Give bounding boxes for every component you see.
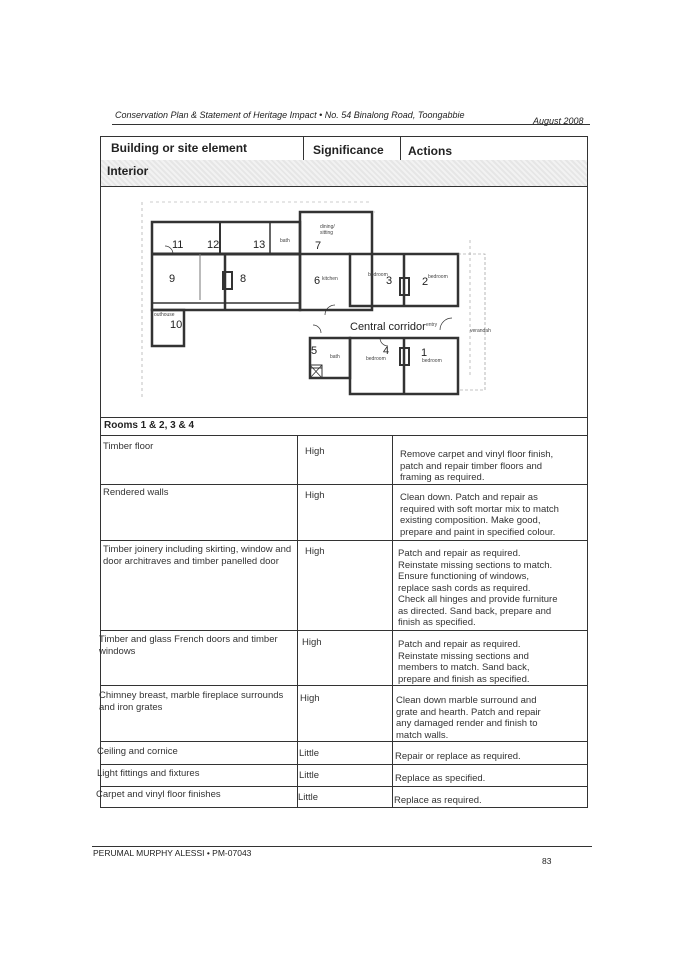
row-divider [101,685,587,686]
row-divider [101,630,587,631]
room-number: 9 [169,273,176,285]
footer-firm: PERUMAL MURPHY ALESSI • PM-07043 [93,848,252,858]
page-number: 83 [542,856,552,866]
element-cell: Timber floor [103,441,154,452]
element-cell: Chimney breast, marble fireplace surrounds and iron grates [99,690,284,713]
room-number: 10 [170,319,183,331]
room-label: entry [426,322,438,328]
actions-cell: Patch and repair as required. Reinstate missing sections to match. Ensure functioning of windows, replace sash cords as required. Check all hinges and provide furniture as directed. Sand back, prepare and finish as specified. [398,548,558,628]
room-label: dining/ [320,224,335,230]
document-header-title: Conservation Plan & Statement of Heritage Impact • No. 54 Binalong Road, Toongabbie [115,110,465,120]
significance-cell: Little [298,792,319,803]
actions-cell: Replace as specified. [395,773,486,784]
room-number: 1 [421,347,428,359]
actions-cell: Patch and repair as required. Reinstate missing sections and members to match. Sand back, prepare and finish as specified. [398,639,530,685]
significance-cell: High [305,446,325,457]
col-header-significance: Significance [313,143,384,157]
footer-rule [92,846,592,847]
element-cell: Carpet and vinyl floor finishes [96,789,221,800]
room-number: 13 [253,239,266,251]
row-divider [101,435,587,436]
room-number: 7 [315,240,322,252]
row-divider [101,764,587,765]
row-divider [101,186,587,187]
room-number: 2 [422,276,429,288]
row-divider [101,786,587,787]
col-divider [297,435,298,807]
col-divider [392,435,393,807]
room-label: bath [280,238,290,244]
actions-cell: Replace as required. [394,795,482,806]
section-band [101,160,587,186]
significance-cell: High [305,546,325,557]
element-cell: Rendered walls [103,487,169,498]
room-label: bedroom [366,356,386,362]
room-label: kitchen [322,276,338,282]
col-header-element: Building or site element [111,141,248,155]
room-label: verandah [470,328,491,334]
subsection-title: Rooms 1 & 2, 3 & 4 [104,420,195,431]
actions-cell: Clean down marble surround and grate and hearth. Patch and repair any damaged render and finish to match walls. [396,695,541,741]
room-number: 11 [172,239,184,251]
room-number: 6 [314,275,321,287]
element-cell: Timber and glass French doors and timber windows [99,634,278,657]
room-label: bedroom [368,272,388,278]
header-rule [112,124,590,125]
significance-cell: High [300,693,320,704]
room-number: 4 [383,345,390,357]
actions-cell: Repair or replace as required. [395,751,521,762]
significance-cell: Little [299,770,320,781]
floor-plan [140,190,510,415]
element-cell: Ceiling and cornice [97,746,178,757]
room-number: 8 [240,273,247,285]
room-label: bedroom [422,358,442,364]
section-title-interior: Interior [107,164,149,178]
significance-cell: Little [299,748,320,759]
row-divider [101,484,587,485]
room-number: 5 [311,345,318,357]
significance-cell: High [305,490,325,501]
document-header-date: August 2008 [533,116,584,126]
row-divider [101,540,587,541]
room-number: 12 [207,239,220,251]
actions-cell: Clean down. Patch and repair as required with soft mortar mix to match existing composition. Make good, prepare and paint in specified colour. [400,492,559,538]
col-divider [400,137,401,160]
element-cell: Timber joinery including skirting, window and door architraves and timber panelled door [103,544,292,567]
significance-cell: High [302,637,322,648]
element-cell: Light fittings and fixtures [97,768,200,779]
corridor-label: Central corridor [350,321,426,333]
room-label: bedroom [428,274,448,280]
col-divider [303,137,304,160]
row-divider [101,417,587,418]
row-divider [101,741,587,742]
room-number: 3 [386,275,393,287]
col-header-actions: Actions [408,144,453,158]
room-label: outhouse [154,312,175,318]
actions-cell: Remove carpet and vinyl floor finish, patch and repair timber floors and framing as required. [400,449,554,483]
room-label: bath [330,354,340,360]
room-label: sitting [320,230,334,236]
